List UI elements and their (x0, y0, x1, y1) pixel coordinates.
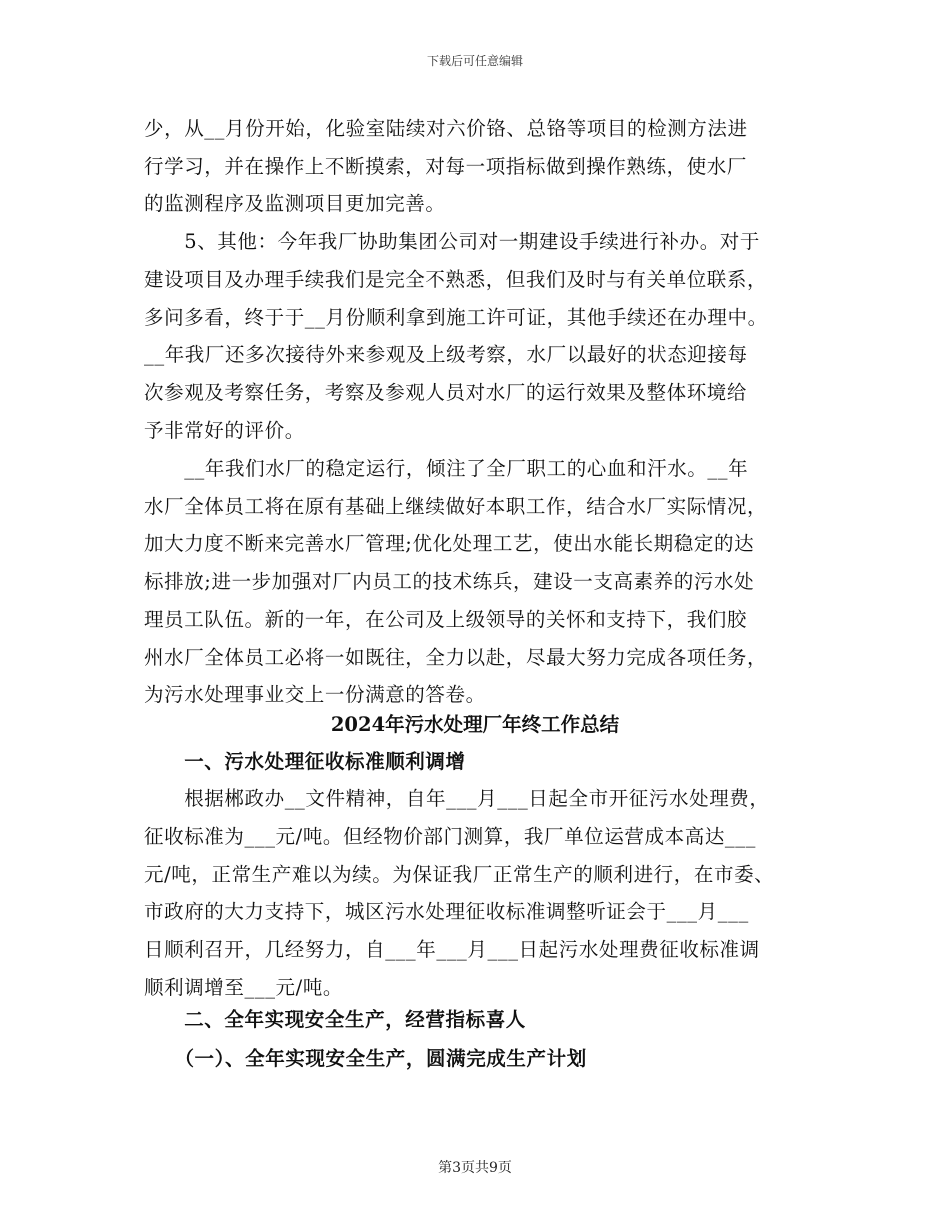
text-line: 少，从__月份开始，化验室陆续对六价铬、总铬等项目的检测方法进 (144, 117, 748, 140)
text-line: 日顺利召开，几经努力，自___年___月___日起污水处理费征收标准调 (144, 938, 760, 961)
document-title: 2024年污水处理厂年终工作总结 (330, 713, 620, 736)
text-line: 多问多看，终于于__月份顺利拿到施工许可证，其他手续还在办理中。 (144, 306, 768, 329)
section-heading-2: 二、全年实现安全生产，经营指标喜人 (144, 1008, 526, 1031)
page-number: 第3页共9页 (438, 1160, 512, 1176)
section-heading-1: 一、污水处理征收标准顺利调增 (144, 750, 466, 773)
text-line: 根据郴政办__文件精神，自年___月___日起全市开征污水处理费， (144, 787, 770, 810)
text-line: 5、其他：今年我厂协助集团公司对一期建设手续进行补办。对于 (144, 230, 761, 253)
text-line: __年我厂还多次接待外来参观及上级考察，水厂以最好的状态迎接每 (144, 343, 748, 366)
text-line: 元/吨，正常生产难以为续。为保证我厂正常生产的顺利进行，在市委、 (144, 863, 775, 886)
text-line: 理员工队伍。新的一年，在公司及上级领导的关怀和支持下，我们胶 (144, 608, 748, 631)
page-header-note: 下载后可任意编辑 (426, 54, 523, 68)
subsection-heading-2-1: （一）、全年实现安全生产，圆满完成生产计划 (144, 1047, 587, 1070)
text-line: 标排放;进一步加强对厂内员工的技术练兵，建设一支高素养的污水处 (144, 570, 755, 593)
text-line: 市政府的大力支持下，城区污水处理征收标准调整听证会于___月___ (144, 900, 749, 923)
text-line: 水厂全体员工将在原有基础上继续做好本职工作，结合水厂实际情况， (144, 495, 768, 518)
text-line: 予非常好的评价。 (144, 419, 305, 442)
text-line: 次参观及考察任务，考察及参观人员对水厂的运行效果及整体环境给 (144, 381, 748, 404)
text-line: 建设项目及办理手续我们是完全不熟悉，但我们及时与有关单位联系， (144, 268, 768, 291)
text-line: 州水厂全体员工必将一如既往，全力以赴，尽最大努力完成各项任务， (144, 646, 768, 669)
text-line: 行学习，并在操作上不断摸索，对每一项指标做到操作熟练，使水厂 (144, 155, 748, 178)
text-line: 为污水处理事业交上一份满意的答卷。 (144, 683, 486, 706)
text-line: __年我们水厂的稳定运行，倾注了全厂职工的心血和汗水。__年 (144, 457, 749, 480)
text-line: 的监测程序及监测项目更加完善。 (144, 192, 446, 215)
text-line: 加大力度不断来完善水厂管理;优化处理工艺，使出水能长期稳定的达 (144, 532, 755, 555)
text-line: 顺利调增至___元/吨。 (144, 976, 344, 999)
text-line: 征收标准为___元/吨。但经物价部门测算，我厂单位运营成本高达___ (144, 825, 756, 848)
